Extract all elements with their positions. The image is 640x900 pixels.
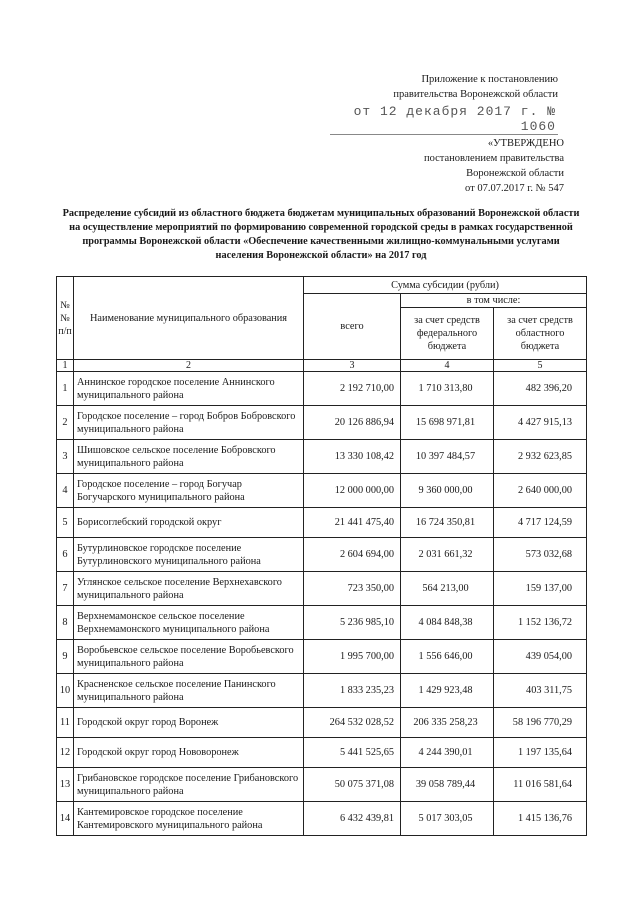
row-federal: 39 058 789,44 (401, 768, 494, 802)
row-regional: 1 197 135,64 (494, 738, 587, 768)
header-regional: за счет средств областного бюджета (494, 308, 587, 360)
row-number: 2 (57, 406, 74, 440)
appendix-line: правительства Воронежской области (393, 89, 558, 100)
row-name: Городской округ город Воронеж (74, 708, 304, 738)
row-name: Бутурлиновское городское поселение Бутурлиновского муниципального района (74, 538, 304, 572)
row-regional: 2 932 623,85 (494, 440, 587, 474)
row-total: 264 532 028,52 (304, 708, 401, 738)
row-name: Красненское сельское поселение Панинского муниципального района (74, 674, 304, 708)
row-regional: 4 427 915,13 (494, 406, 587, 440)
header-sum: Сумма субсидии (рубли) (304, 277, 587, 294)
row-total: 2 604 694,00 (304, 538, 401, 572)
table-row (57, 474, 587, 508)
row-federal: 15 698 971,81 (401, 406, 494, 440)
table-row (57, 572, 587, 606)
column-index: 5 (494, 360, 587, 372)
row-regional: 2 640 000,00 (494, 474, 587, 508)
column-index: 1 (57, 360, 74, 372)
table-row (57, 802, 587, 836)
row-name: Аннинское городское поселение Аннинского муниципального района (74, 372, 304, 406)
column-index: 4 (401, 360, 494, 372)
row-total: 723 350,00 (304, 572, 401, 606)
row-regional: 403 311,75 (494, 674, 587, 708)
row-federal: 16 724 350,81 (401, 508, 494, 538)
header-including: в том числе: (401, 294, 587, 308)
row-name: Городской округ город Нововоронеж (74, 738, 304, 768)
header-federal: за счет средств федерального бюджета (401, 308, 494, 360)
row-total: 6 432 439,81 (304, 802, 401, 836)
row-number: 3 (57, 440, 74, 474)
row-number: 14 (57, 802, 74, 836)
row-federal: 1 710 313,80 (401, 372, 494, 406)
row-federal: 5 017 303,05 (401, 802, 494, 836)
row-name: Воробьевское сельское поселение Воробьевского муниципального района (74, 640, 304, 674)
row-number: 7 (57, 572, 74, 606)
approval-line: постановлением правительства (423, 153, 564, 164)
appendix-block (330, 72, 558, 135)
document-title: Распределение субсидий из областного бюджета бюджетам муниципальных образований Воронежской области на осуществление мероприятий по формированию современной городской среды в рамках государственной программы Воронежской области «Обеспечение качественными жилищно-коммунальными услугами населения Воронежской области» на 2017 год (62, 208, 580, 261)
column-index-row (57, 360, 587, 372)
row-total: 12 000 000,00 (304, 474, 401, 508)
table-row (57, 372, 587, 406)
row-regional: 1 415 136,76 (494, 802, 587, 836)
header-total: всего (304, 294, 401, 360)
row-regional: 159 137,00 (494, 572, 587, 606)
table-body (57, 372, 587, 836)
row-regional: 1 152 136,72 (494, 606, 587, 640)
row-number: 5 (57, 508, 74, 538)
row-federal: 2 031 661,32 (401, 538, 494, 572)
row-total: 5 236 985,10 (304, 606, 401, 640)
row-federal: 206 335 258,23 (401, 708, 494, 738)
row-regional: 482 396,20 (494, 372, 587, 406)
row-number: 13 (57, 768, 74, 802)
row-federal: 4 244 390,01 (401, 738, 494, 768)
row-number: 11 (57, 708, 74, 738)
row-regional: 573 032,68 (494, 538, 587, 572)
row-total: 2 192 710,00 (304, 372, 401, 406)
table-row (57, 508, 587, 538)
row-name: Городское поселение – город Богучар Богучарского муниципального района (74, 474, 304, 508)
approval-line: Воронежской области (466, 168, 564, 179)
column-index: 2 (74, 360, 304, 372)
row-name: Борисоглебский городской округ (74, 508, 304, 538)
row-name: Углянское сельское поселение Верхнехавского муниципального района (74, 572, 304, 606)
header-name: Наименование муниципального образования (74, 277, 304, 360)
row-name: Городское поселение – город Бобров Бобровского муниципального района (74, 406, 304, 440)
table-row (57, 768, 587, 802)
table-row (57, 538, 587, 572)
table-row (57, 406, 587, 440)
table-row (57, 606, 587, 640)
row-total: 50 075 371,08 (304, 768, 401, 802)
row-number: 9 (57, 640, 74, 674)
row-regional: 11 016 581,64 (494, 768, 587, 802)
row-federal: 9 360 000,00 (401, 474, 494, 508)
row-federal: 10 397 484,57 (401, 440, 494, 474)
row-number: 10 (57, 674, 74, 708)
row-total: 20 126 886,94 (304, 406, 401, 440)
row-regional: 4 717 124,59 (494, 508, 587, 538)
column-index: 3 (304, 360, 401, 372)
row-federal: 1 556 646,00 (401, 640, 494, 674)
row-total: 1 995 700,00 (304, 640, 401, 674)
table-row (57, 674, 587, 708)
approval-block (330, 136, 564, 196)
approval-line: «УТВЕРЖДЕНО (487, 138, 564, 149)
row-total: 13 330 108,42 (304, 440, 401, 474)
row-name: Кантемировское городское поселение Кантемировского муниципального района (74, 802, 304, 836)
row-number: 1 (57, 372, 74, 406)
table-row (57, 738, 587, 768)
row-total: 1 833 235,23 (304, 674, 401, 708)
row-regional: 58 196 770,29 (494, 708, 587, 738)
table-row (57, 708, 587, 738)
table-row (57, 440, 587, 474)
row-name: Грибановское городское поселение Грибановского муниципального района (74, 768, 304, 802)
row-number: 12 (57, 738, 74, 768)
row-number: 4 (57, 474, 74, 508)
header-number: № № п/п (57, 277, 74, 360)
appendix-line: Приложение к постановлению (421, 74, 558, 85)
row-federal: 564 213,00 (401, 572, 494, 606)
row-federal: 4 084 848,38 (401, 606, 494, 640)
row-number: 6 (57, 538, 74, 572)
row-total: 5 441 525,65 (304, 738, 401, 768)
row-federal: 1 429 923,48 (401, 674, 494, 708)
row-regional: 439 054,00 (494, 640, 587, 674)
row-name: Шишовское сельское поселение Бобровского муниципального района (74, 440, 304, 474)
row-number: 8 (57, 606, 74, 640)
row-name: Верхнемамонское сельское поселение Верхнемамонского муниципального района (74, 606, 304, 640)
subsidy-table (56, 276, 587, 836)
handwritten-date-stamp: от 12 декабря 2017 г. № 1060 (330, 104, 558, 135)
row-total: 21 441 475,40 (304, 508, 401, 538)
table-row (57, 640, 587, 674)
approval-line: от 07.07.2017 г. № 547 (465, 183, 564, 194)
